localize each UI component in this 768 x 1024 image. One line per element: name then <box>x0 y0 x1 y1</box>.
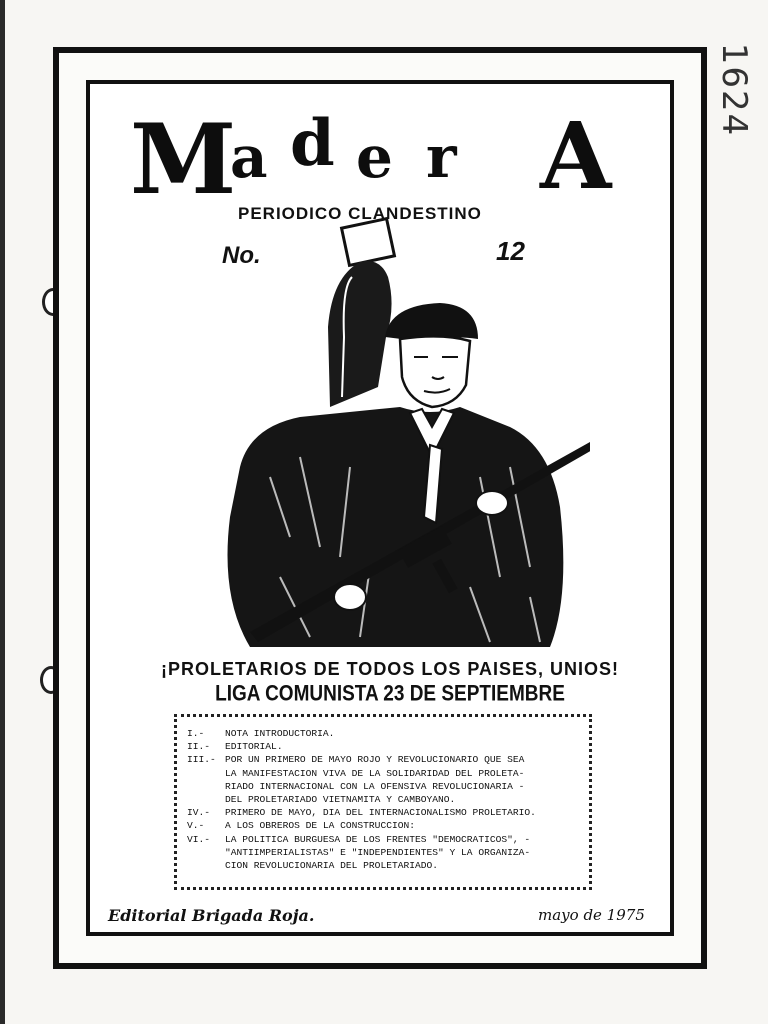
toc-item-text: LA POLITICA BURGUESA DE LOS FRENTES "DEMOCRATICOS", - <box>225 833 531 845</box>
masthead-letter-5: r <box>426 123 457 191</box>
toc-item-continuation: LA MANIFESTACION VIVA DE LA SOLIDARIDAD DEL PROLETA- <box>225 767 525 779</box>
masthead-letter-4: e <box>356 123 393 191</box>
toc-item-text: NOTA INTRODUCTORIA. <box>225 728 335 739</box>
toc-item <box>187 740 581 753</box>
toc-item-number: II.- <box>187 741 211 753</box>
toc-item-number: VI.- <box>187 833 211 845</box>
slogan-headline: ¡PROLETARIOS DE TODOS LOS PAISES, UNIOS! <box>160 659 620 679</box>
publication-date: mayo de 1975 <box>538 906 645 924</box>
masthead-title <box>130 102 650 222</box>
toc-item-text: A LOS OBREROS DE LA CONSTRUCCION: <box>225 820 415 832</box>
toc-item <box>187 819 581 832</box>
toc-item-number: I.- <box>187 728 205 739</box>
toc-item-number: III.- <box>187 754 216 766</box>
toc-item <box>187 753 581 766</box>
masthead-subtitle: PERIODICO CLANDESTINO <box>238 204 482 223</box>
guerrilla-fighter-illustration <box>210 217 590 657</box>
cover-outer-frame <box>53 47 707 969</box>
organization-name: LIGA COMUNISTA 23 DE SEPTIEMBRE <box>215 682 565 707</box>
handwritten-margin-note: 1624 <box>714 42 754 138</box>
toc-item-text: POR UN PRIMERO DE MAYO ROJO Y REVOLUCIONARIO QUE SEA <box>225 754 525 766</box>
cover-inner-frame <box>86 80 674 936</box>
toc-item-text: EDITORIAL. <box>225 741 283 753</box>
publisher-credit: Editorial Brigada Roja. <box>108 906 315 925</box>
issue-number: 12 <box>496 236 525 266</box>
toc-item-continuation: CION REVOLUCIONARIA DEL PROLETARIADO. <box>225 860 439 872</box>
toc-item-continuation: DEL PROLETARIADO VIETNAMITA Y CAMBOYANO. <box>225 794 456 806</box>
scan-edge <box>0 0 5 1024</box>
toc-item-continuation: RIADO INTERNACIONAL CON LA OFENSIVA REVOLUCIONARIA - <box>225 780 525 792</box>
masthead-letter-1: M <box>130 103 237 216</box>
toc-item-number: IV.- <box>187 807 211 819</box>
toc-item <box>187 833 581 846</box>
toc-item-text: PRIMERO DE MAYO, DIA DEL INTERNACIONALISMO PROLETARIO. <box>225 807 536 819</box>
issue-label: No. <box>222 242 261 269</box>
table-of-contents <box>174 714 592 890</box>
masthead-letter-3: d <box>290 106 335 181</box>
toc-item <box>187 727 581 740</box>
toc-item <box>187 806 581 819</box>
masthead-letter-6: A <box>540 102 612 210</box>
masthead-letter-2: a <box>230 123 268 191</box>
toc-item-continuation: "ANTIIMPERIALISTAS" E "INDEPENDIENTES" Y LA ORGANIZA- <box>225 846 531 858</box>
toc-item-number: V.- <box>187 820 205 832</box>
